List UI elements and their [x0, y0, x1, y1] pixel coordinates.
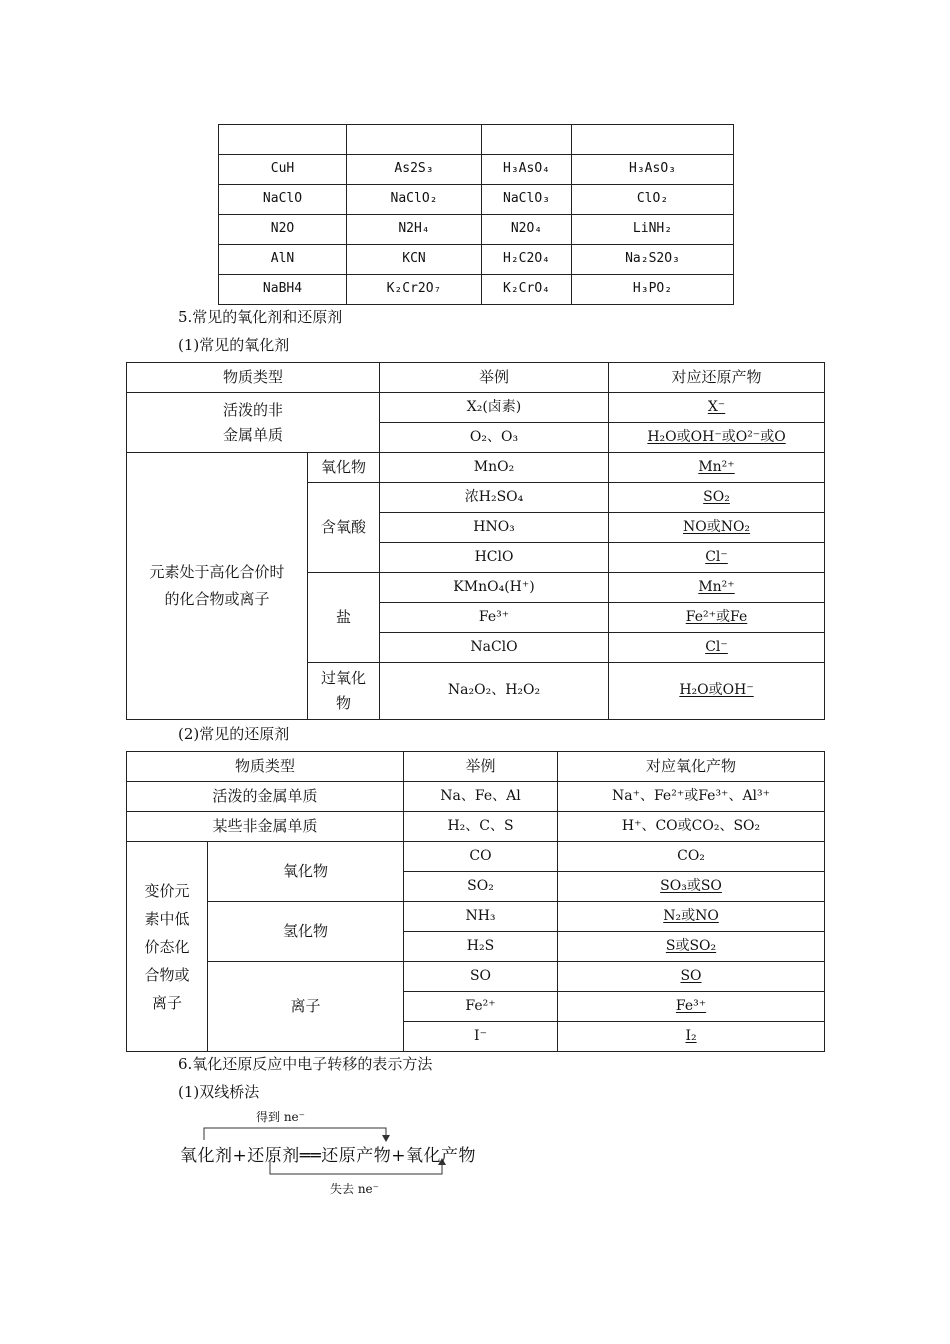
product-cell — [609, 513, 825, 543]
table-cell: AlN — [219, 245, 347, 275]
header-cell: 对应氧化产物 — [558, 752, 825, 782]
product-cell — [609, 393, 825, 423]
table-cell: LiNH₂ — [572, 215, 734, 245]
example-cell: X₂(卤素) — [380, 393, 609, 423]
product-text: N₂或NO — [663, 907, 719, 924]
subcategory-cell — [308, 663, 380, 720]
product-cell — [558, 902, 825, 932]
header-cell — [482, 125, 572, 155]
example-cell: KMnO₄(H⁺) — [380, 573, 609, 603]
example-cell: NH₃ — [404, 902, 558, 932]
example-cell: Fe²⁺ — [404, 992, 558, 1022]
category-label: 的化合物或离子 — [164, 590, 270, 608]
subcategory-cell: 氧化物 — [208, 842, 404, 902]
example-cell: 浓H₂SO₄ — [380, 483, 609, 513]
table-cell: H₂C2O₄ — [482, 245, 572, 275]
product-text: SO₃或SO — [660, 877, 722, 894]
table-cell: NaClO — [219, 185, 347, 215]
product-cell — [609, 453, 825, 483]
example-cell: NaClO — [380, 633, 609, 663]
table-cell: K₂Cr2O₇ — [347, 275, 482, 305]
example-cell: Na₂O₂、H₂O₂ — [380, 663, 609, 720]
product-text: SO₂ — [703, 488, 730, 505]
table-cell: NaBH4 — [219, 275, 347, 305]
table-cell: H₃PO₂ — [572, 275, 734, 305]
subcategory-label: 过氧化 — [321, 669, 367, 688]
header-cell — [572, 125, 734, 155]
product-text: SO — [680, 967, 702, 984]
product-text: Fe²⁺或Fe — [685, 608, 748, 625]
header-cell — [347, 125, 482, 155]
example-cell: HClO — [380, 543, 609, 573]
product-cell: Na⁺、Fe²⁺或Fe³⁺、Al³⁺ — [558, 782, 825, 812]
example-cell: CO — [404, 842, 558, 872]
product-text: H₂O或OH⁻或O²⁻或O — [647, 428, 786, 445]
table-cell: N2O — [219, 215, 347, 245]
reductants-table — [126, 751, 825, 1052]
product-cell — [558, 1022, 825, 1052]
product-text: Mn²⁺ — [698, 458, 735, 475]
product-cell — [558, 962, 825, 992]
header-cell: 对应还原产物 — [609, 363, 825, 393]
product-cell — [558, 872, 825, 902]
product-cell — [609, 483, 825, 513]
table-cell: NaClO₃ — [482, 185, 572, 215]
gain-label: 得到 ne⁻ — [256, 1110, 305, 1124]
example-cell: MnO₂ — [380, 453, 609, 483]
table-cell: CuH — [219, 155, 347, 185]
category-label: 离子 — [151, 993, 182, 1012]
subcategory-cell: 离子 — [208, 962, 404, 1052]
product-cell — [558, 992, 825, 1022]
product-text: I₂ — [685, 1027, 697, 1044]
subcategory-cell: 氧化物 — [308, 453, 380, 483]
product-text: Cl⁻ — [705, 548, 728, 565]
product-text: S或SO₂ — [665, 937, 717, 954]
table-cell: N2O₄ — [482, 215, 572, 245]
table-cell: As2S₃ — [347, 155, 482, 185]
product-cell: H⁺、CO或CO₂、SO₂ — [558, 812, 825, 842]
header-cell — [219, 125, 347, 155]
category-label: 变价元 — [144, 881, 190, 900]
subcategory-cell: 盐 — [308, 573, 380, 663]
example-cell: HNO₃ — [380, 513, 609, 543]
category-cell — [127, 453, 308, 720]
subcategory-label: 物 — [336, 694, 352, 712]
section-5-title: 5.常见的氧化剂和还原剂 — [178, 308, 343, 326]
table-cell: Na₂S2O₃ — [572, 245, 734, 275]
example-cell: I⁻ — [404, 1022, 558, 1052]
product-cell — [558, 932, 825, 962]
table-cell: KCN — [347, 245, 482, 275]
section-6-title: 6.氧化还原反应中电子转移的表示方法 — [178, 1055, 433, 1073]
table-cell: ClO₂ — [572, 185, 734, 215]
example-cell: Na、Fe、Al — [404, 782, 558, 812]
product-text: Mn²⁺ — [698, 578, 735, 595]
oxidants-subtitle: (1)常见的氧化剂 — [178, 336, 290, 354]
product-cell — [609, 573, 825, 603]
double-bridge-subtitle: (1)双线桥法 — [178, 1083, 260, 1101]
category-label: 活泼的非 — [223, 400, 284, 419]
header-cell: 举例 — [380, 363, 609, 393]
category-cell: 活泼的金属单质 — [127, 782, 404, 812]
example-cell: SO — [404, 962, 558, 992]
category-cell — [127, 842, 208, 1052]
example-cell: H₂S — [404, 932, 558, 962]
example-cell: H₂、C、S — [404, 812, 558, 842]
table-cell: H₃AsO₃ — [572, 155, 734, 185]
category-label: 元素处于高化合价时 — [149, 563, 285, 582]
subcategory-cell: 氢化物 — [208, 902, 404, 962]
subcategory-cell: 含氧酸 — [308, 483, 380, 573]
header-cell: 举例 — [404, 752, 558, 782]
table-cell: H₃AsO₄ — [482, 155, 572, 185]
product-cell — [609, 663, 825, 720]
table-cell: NaClO₂ — [347, 185, 482, 215]
category-cell — [127, 393, 380, 453]
category-label: 价态化 — [144, 937, 190, 956]
product-cell — [609, 543, 825, 573]
product-cell — [609, 603, 825, 633]
product-text: Cl⁻ — [705, 638, 728, 655]
electron-transfer-diagram — [180, 1104, 500, 1204]
header-cell: 物质类型 — [127, 363, 380, 393]
product-text: Fe³⁺ — [675, 997, 707, 1014]
reaction-equation: 氧化剂+还原剂══还原产物+氧化产物 — [180, 1146, 476, 1166]
oxidants-table — [126, 362, 825, 720]
product-text: H₂O或OH⁻ — [679, 682, 754, 699]
example-cell: SO₂ — [404, 872, 558, 902]
category-label: 素中低 — [144, 909, 190, 928]
lose-label: 失去 ne⁻ — [330, 1182, 379, 1196]
product-text: NO或NO₂ — [682, 518, 751, 535]
table-cell: N2H₄ — [347, 215, 482, 245]
example-cell: Fe³⁺ — [380, 603, 609, 633]
header-cell: 物质类型 — [127, 752, 404, 782]
product-text: X⁻ — [707, 398, 726, 415]
product-cell: CO₂ — [558, 842, 825, 872]
category-label: 金属单质 — [223, 425, 284, 444]
category-cell: 某些非金属单质 — [127, 812, 404, 842]
category-label: 合物或 — [144, 965, 190, 984]
product-cell — [609, 423, 825, 453]
product-cell — [609, 633, 825, 663]
reductants-subtitle: (2)常见的还原剂 — [178, 725, 290, 743]
example-cell: O₂、O₃ — [380, 423, 609, 453]
top-table — [218, 124, 734, 305]
table-cell: K₂CrO₄ — [482, 275, 572, 305]
